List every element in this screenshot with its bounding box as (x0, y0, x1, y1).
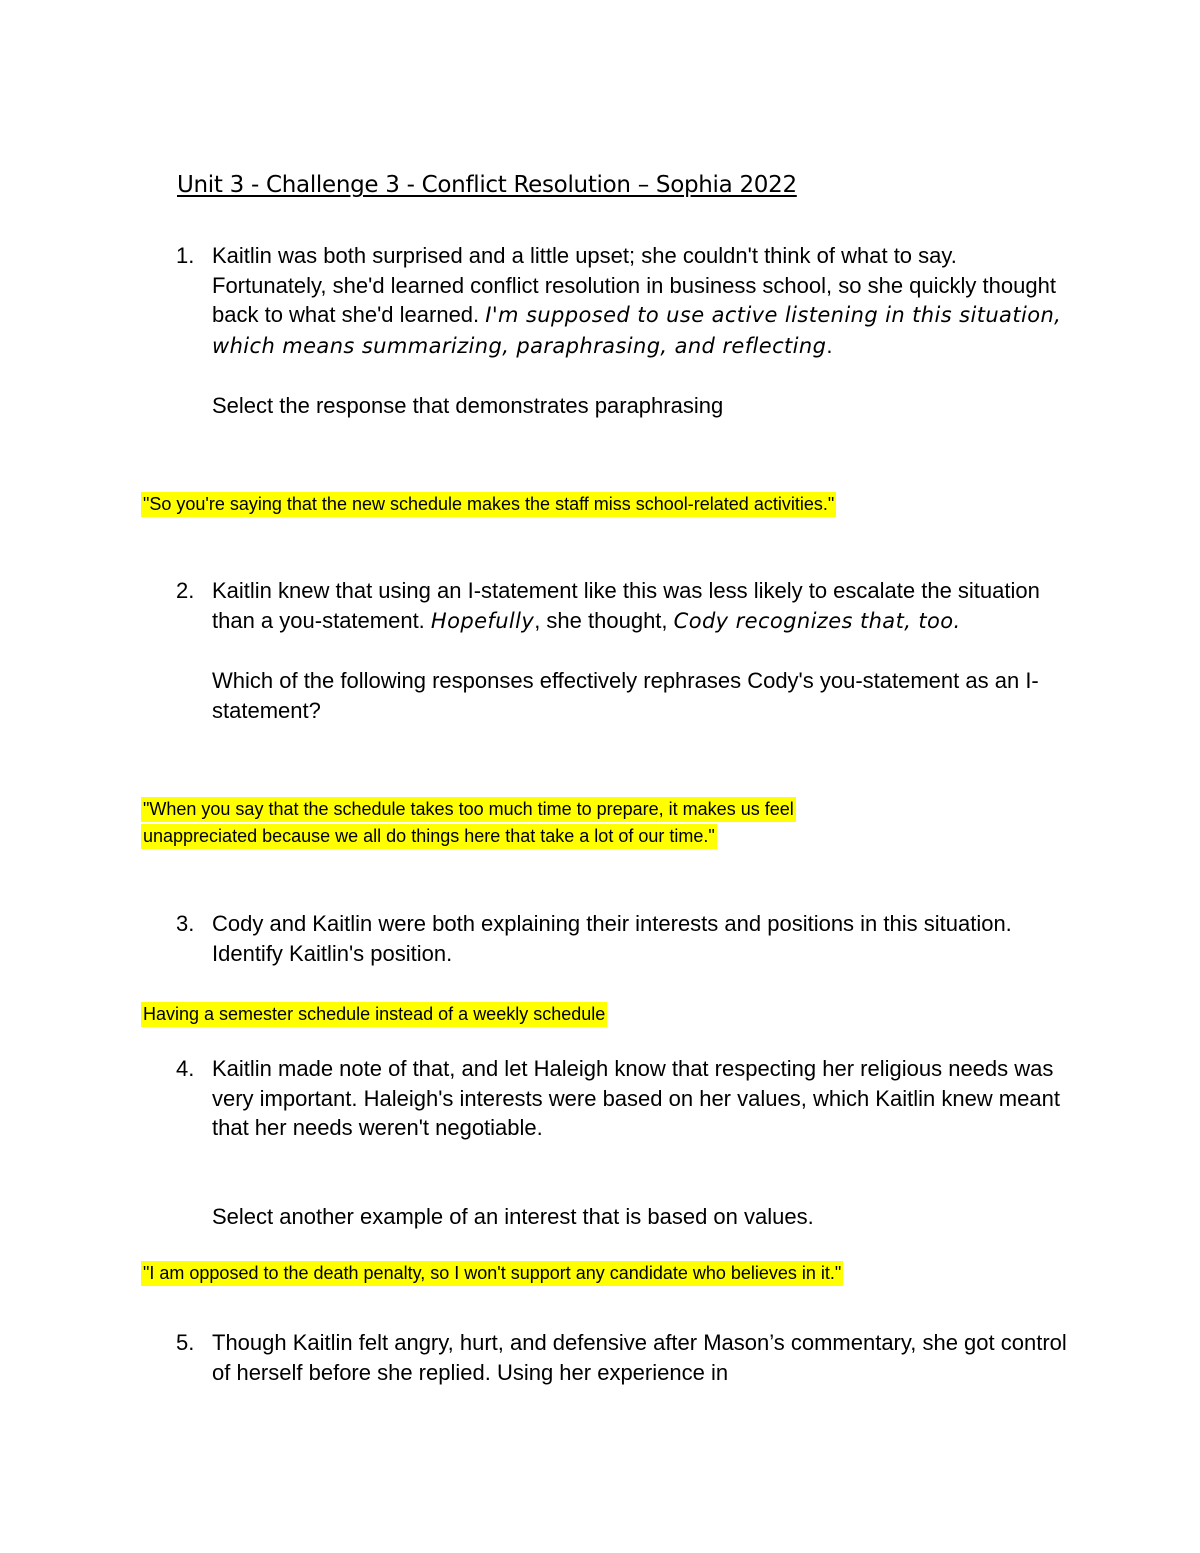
question-4-number: 4. (176, 1056, 195, 1081)
question-4-text: Kaitlin made note of that, and let Haleigh know that respecting her religious needs was very important. Haleigh's interests were based on her values, which Kaitlin knew meant that her needs weren't negotiable. (212, 1056, 1060, 1140)
question-1-number: 1. (176, 243, 195, 268)
question-3-text: Cody and Kaitlin were both explaining their interests and positions in this situation. Identify Kaitlin's position. (212, 911, 1012, 966)
answer-highlight: "So you're saying that the new schedule makes the staff miss school-related activities." (141, 492, 836, 517)
question-5-text: Though Kaitlin felt angry, hurt, and defensive after Mason’s commentary, she got control of herself before she replied. Using her experience in (212, 1330, 1067, 1385)
question-3-answer (141, 1001, 1041, 1028)
question-2 (212, 576, 1072, 725)
question-2-italic-a: Hopefully (430, 608, 535, 633)
question-2-prompt: Which of the following responses effectively rephrases Cody's you-statement as an I-statement? (212, 668, 1039, 723)
question-4 (212, 1054, 1072, 1231)
answer-highlight-line-2: unappreciated because we all do things here that take a lot of our time." (141, 824, 717, 849)
question-3-number: 3. (176, 911, 195, 936)
question-5 (212, 1328, 1072, 1387)
answer-highlight: "I am opposed to the death penalty, so I won't support any candidate who believes in it." (141, 1261, 843, 1286)
question-2-text: Kaitlin knew that using an I-statement like this was less likely to escalate the situation than a you-statement. Hopefully, she thought, Cody recognizes that, too. (212, 578, 1040, 633)
question-1-prompt: Select the response that demonstrates paraphrasing (212, 393, 724, 418)
answer-highlight: Having a semester schedule instead of a weekly schedule (141, 1002, 607, 1027)
question-1-italic: I'm supposed to use active listening in this situation, which means summarizing, paraphrasing, and reflecting (212, 303, 1062, 358)
question-1 (212, 241, 1072, 421)
question-5-number: 5. (176, 1330, 195, 1355)
question-2-answer (141, 796, 1041, 849)
question-2-number: 2. (176, 578, 195, 603)
question-1-answer (141, 491, 1041, 518)
question-4-prompt: Select another example of an interest that is based on values. (212, 1203, 814, 1229)
answer-highlight-line-1: "When you say that the schedule takes too much time to prepare, it makes us feel (141, 797, 796, 822)
question-1-text: Kaitlin was both surprised and a little upset; she couldn't think of what to say. Fortunately, she'd learned conflict resolution in business school, so she quickly thought back to what she'd learned. I'm supposed to use active listening in this situation, which means summarizing, paraphrasing, and reflecting. (212, 243, 1062, 358)
question-2-italic-b: Cody recognizes that, too. (673, 608, 961, 633)
question-3 (212, 909, 1072, 968)
question-4-answer (141, 1260, 1041, 1287)
document-title: Unit 3 - Challenge 3 - Conflict Resolution – Sophia 2022 (177, 172, 797, 198)
